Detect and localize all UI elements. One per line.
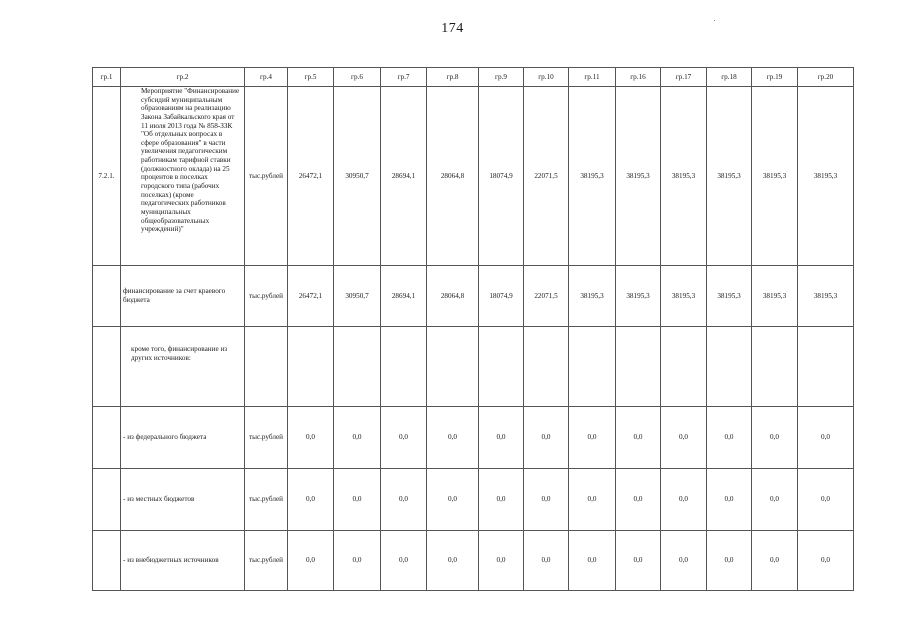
value-cell: 38195,3 (752, 266, 798, 327)
table-row (93, 469, 854, 531)
value-cell: 38195,3 (798, 266, 854, 327)
value-cell: 38195,3 (661, 266, 707, 327)
value-cell: 28694,1 (381, 87, 427, 266)
row-description: кроме того, финансирование из других источников: (121, 327, 245, 407)
value-cell: 0,0 (752, 469, 798, 531)
value-cell: 38195,3 (616, 266, 661, 327)
value-cell: 0,0 (479, 531, 524, 591)
table-row (93, 531, 854, 591)
column-header: гр.8 (427, 68, 479, 87)
value-cell: 0,0 (524, 407, 569, 469)
column-header: гр.6 (334, 68, 381, 87)
table-row (93, 87, 854, 266)
column-header: гр.1 (93, 68, 121, 87)
scan-speck (714, 20, 715, 21)
value-cell (661, 327, 707, 407)
value-cell: 0,0 (381, 469, 427, 531)
column-header: гр.2 (121, 68, 245, 87)
value-cell: 38195,3 (569, 266, 616, 327)
value-cell: 0,0 (707, 531, 752, 591)
value-cell: 38195,3 (707, 266, 752, 327)
table-row (93, 327, 854, 407)
value-cell: 0,0 (479, 469, 524, 531)
value-cell: 18074,9 (479, 87, 524, 266)
value-cell (427, 327, 479, 407)
column-header: гр.18 (707, 68, 752, 87)
row-code (93, 469, 121, 531)
value-cell (288, 327, 334, 407)
row-code (93, 327, 121, 407)
value-cell: 22071,5 (524, 266, 569, 327)
value-cell: 28064,8 (427, 266, 479, 327)
row-unit: тыс.рублей (245, 407, 288, 469)
row-unit: тыс.рублей (245, 469, 288, 531)
value-cell: 26472,1 (288, 266, 334, 327)
row-description: - из внебюджетных источников (121, 531, 245, 591)
value-cell: 0,0 (752, 531, 798, 591)
column-header: гр.10 (524, 68, 569, 87)
value-cell: 0,0 (707, 469, 752, 531)
row-code (93, 531, 121, 591)
financing-table (92, 67, 854, 591)
value-cell: 38195,3 (707, 87, 752, 266)
page-number: 174 (441, 21, 464, 36)
column-header: гр.19 (752, 68, 798, 87)
header-row (93, 68, 854, 87)
value-cell (752, 327, 798, 407)
value-cell: 0,0 (524, 531, 569, 591)
value-cell: 0,0 (288, 531, 334, 591)
column-header: гр.9 (479, 68, 524, 87)
value-cell: 30950,7 (334, 87, 381, 266)
row-description: Мероприятие "Финансирование субсидий муниципальным образованиям на реализацию Закона Забайкальского края от 11 июля 2013 года № 858-ЗЗК "Об отдельных вопросах в сфере образования" в части увеличения педагогическим работникам тарифной ставки (должностного оклада) на 25 процентов в поселках городского типа (рабочих поселках) (кроме педагогических работников муниципальных общеобразовательных учреждений)" (121, 87, 245, 266)
value-cell: 0,0 (569, 407, 616, 469)
value-cell (479, 327, 524, 407)
value-cell: 0,0 (427, 469, 479, 531)
value-cell: 0,0 (334, 407, 381, 469)
value-cell (616, 327, 661, 407)
value-cell: 0,0 (661, 531, 707, 591)
value-cell (569, 327, 616, 407)
value-cell: 26472,1 (288, 87, 334, 266)
value-cell: 0,0 (569, 469, 616, 531)
value-cell: 0,0 (616, 469, 661, 531)
value-cell: 0,0 (616, 531, 661, 591)
value-cell: 38195,3 (616, 87, 661, 266)
value-cell: 0,0 (288, 469, 334, 531)
row-code (93, 407, 121, 469)
value-cell: 38195,3 (569, 87, 616, 266)
value-cell: 0,0 (334, 469, 381, 531)
value-cell: 0,0 (616, 407, 661, 469)
value-cell: 0,0 (707, 407, 752, 469)
value-cell: 0,0 (798, 469, 854, 531)
row-unit: тыс.рублей (245, 87, 288, 266)
row-code (93, 266, 121, 327)
value-cell (381, 327, 427, 407)
row-description: - из местных бюджетов (121, 469, 245, 531)
row-unit: тыс.рублей (245, 266, 288, 327)
column-header: гр.17 (661, 68, 707, 87)
value-cell (707, 327, 752, 407)
value-cell: 38195,3 (798, 87, 854, 266)
value-cell: 38195,3 (752, 87, 798, 266)
row-description: - из федерального бюджета (121, 407, 245, 469)
value-cell: 0,0 (479, 407, 524, 469)
value-cell: 0,0 (798, 531, 854, 591)
value-cell: 0,0 (661, 469, 707, 531)
column-header: гр.16 (616, 68, 661, 87)
table-row (93, 266, 854, 327)
value-cell: 0,0 (427, 531, 479, 591)
value-cell: 0,0 (798, 407, 854, 469)
value-cell: 30950,7 (334, 266, 381, 327)
value-cell: 0,0 (381, 407, 427, 469)
value-cell: 0,0 (288, 407, 334, 469)
column-header: гр.4 (245, 68, 288, 87)
value-cell: 0,0 (427, 407, 479, 469)
value-cell (334, 327, 381, 407)
column-header: гр.5 (288, 68, 334, 87)
column-header: гр.11 (569, 68, 616, 87)
value-cell: 22071,5 (524, 87, 569, 266)
column-header: гр.7 (381, 68, 427, 87)
value-cell: 0,0 (569, 531, 616, 591)
value-cell: 0,0 (381, 531, 427, 591)
table-row (93, 407, 854, 469)
row-unit: тыс.рублей (245, 531, 288, 591)
value-cell (798, 327, 854, 407)
value-cell: 28694,1 (381, 266, 427, 327)
value-cell: 28064,8 (427, 87, 479, 266)
row-unit (245, 327, 288, 407)
value-cell (524, 327, 569, 407)
value-cell: 0,0 (334, 531, 381, 591)
row-description: финансирование за счет краевого бюджета (121, 266, 245, 327)
value-cell: 18074,9 (479, 266, 524, 327)
value-cell: 0,0 (661, 407, 707, 469)
value-cell: 38195,3 (661, 87, 707, 266)
value-cell: 0,0 (752, 407, 798, 469)
value-cell: 0,0 (524, 469, 569, 531)
column-header: гр.20 (798, 68, 854, 87)
row-code: 7.2.1. (93, 87, 121, 266)
